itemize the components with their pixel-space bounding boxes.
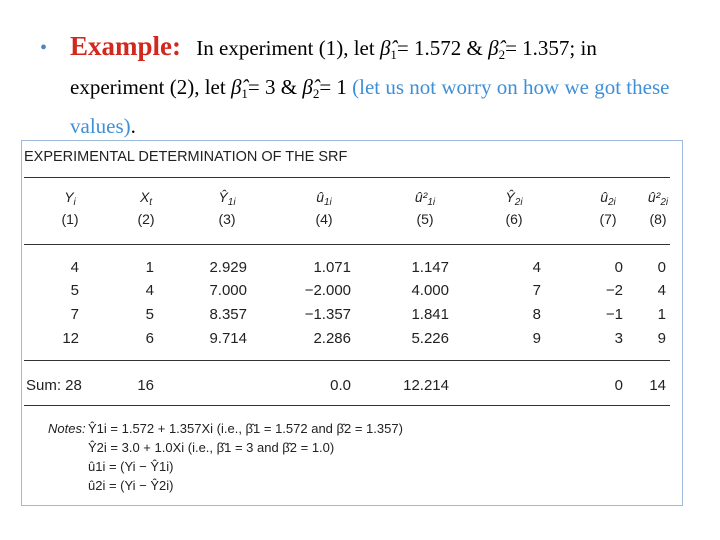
rule-above-notes: [24, 405, 670, 406]
column-number: (6): [505, 211, 523, 227]
column-number: (8): [649, 211, 667, 227]
table-cell: 1: [657, 306, 666, 323]
table-cell: 7.000: [209, 282, 247, 299]
table-cell: 1.147: [411, 259, 449, 276]
table-cell: 7: [70, 306, 79, 323]
notes-text: û1i = (Yi − Ŷ1i): [88, 459, 174, 474]
notes-line: [48, 457, 403, 476]
table-cell: 4: [657, 282, 666, 299]
table-cell: −1: [605, 306, 623, 323]
figure-title: EXPERIMENTAL DETERMINATION OF THE SRF: [24, 149, 348, 165]
rule-above-sum: [24, 360, 670, 361]
notes-line: [48, 438, 403, 457]
sum-cell: 16: [137, 377, 154, 394]
column-subscript: 2i: [514, 197, 523, 208]
column-number: (5): [416, 211, 434, 227]
text-part-1: In experiment (1), let: [196, 36, 375, 60]
table-cell: 1: [145, 259, 154, 276]
beta-subscript: 1: [390, 47, 397, 62]
column-number: (3): [218, 211, 236, 227]
table-cell: 2.929: [209, 259, 247, 276]
table-notes: [48, 419, 403, 495]
beta-subscript: 1: [241, 86, 248, 101]
notes-text: Ŷ1i = 1.572 + 1.357Xi (i.e., β̂1 = 1.572 and β̂2 = 1.357): [88, 421, 403, 436]
column-header: [484, 189, 544, 228]
column-subscript: 2i: [608, 197, 616, 208]
notes-text: Ŷ2i = 3.0 + 1.0Xi (i.e., β̂1 = 3 and β̂2 = 1.0): [88, 440, 335, 455]
sum-cell: 14: [649, 377, 666, 394]
table-cell: −1.357: [304, 306, 351, 323]
column-symbol: Ŷ: [218, 189, 228, 205]
table-cell: 9.714: [209, 330, 247, 347]
sum-cell: 0.0: [330, 377, 351, 394]
column-symbol: û²: [647, 189, 661, 205]
column-subscript: 1i: [227, 197, 236, 208]
bullet-marker: •: [40, 37, 48, 59]
column-subscript: 1i: [324, 197, 332, 208]
column-symbol: û²: [414, 189, 428, 205]
column-number: (1): [61, 211, 79, 227]
column-subscript: t: [149, 197, 153, 208]
column-header: [395, 189, 455, 228]
eq-part-1: = 1.572 &: [396, 36, 483, 60]
table-cell: −2.000: [304, 282, 351, 299]
beta-subscript: 2: [312, 86, 320, 101]
column-subscript: 2i: [660, 197, 669, 208]
table-cell: 9: [532, 330, 541, 347]
column-number: (4): [315, 211, 333, 227]
table-cell: 4.000: [411, 282, 449, 299]
column-header: [294, 189, 354, 228]
table-cell: 3: [614, 330, 623, 347]
column-symbol: û: [600, 189, 608, 205]
column-header: [116, 189, 176, 228]
column-symbol: û: [316, 189, 324, 205]
table-cell: 1.841: [411, 306, 449, 323]
column-subscript: 1i: [427, 197, 436, 208]
eq-part-2: = 1.357; in experiment (2), let: [70, 36, 597, 99]
column-symbol: Ŷ: [505, 189, 515, 205]
notes-line: [48, 419, 403, 438]
column-symbol: Y: [64, 189, 74, 205]
table-cell: 5: [70, 282, 79, 299]
column-header: [197, 189, 257, 228]
beta-hat-symbol: β̂: [379, 36, 391, 60]
table-cell: −2: [605, 282, 623, 299]
beta-subscript: 2: [498, 47, 506, 62]
table-cell: 8: [532, 306, 541, 323]
srf-table-figure: [21, 140, 683, 506]
table-cell: 5.226: [411, 330, 449, 347]
table-cell: 12: [62, 330, 79, 347]
eq-part-3: = 3 &: [247, 75, 298, 99]
table-cell: 9: [657, 330, 666, 347]
beta-hat-symbol: β̂: [302, 75, 313, 99]
column-header: [40, 189, 100, 228]
table-cell: 4: [532, 259, 541, 276]
notes-label: Notes:: [48, 421, 86, 436]
rule-under-header: [24, 244, 670, 245]
example-paragraph: [40, 30, 690, 142]
column-symbol: X: [139, 189, 150, 205]
eq-part-4: = 1: [319, 75, 347, 99]
table-cell: 5: [145, 306, 154, 323]
notes-text: û2i = (Yi − Ŷ2i): [88, 478, 174, 493]
table-cell: 2.286: [313, 330, 351, 347]
table-cell: 7: [532, 282, 541, 299]
sum-label-cell: Sum: 28: [26, 377, 82, 394]
column-subscript: i: [73, 197, 76, 208]
column-header: [628, 189, 688, 228]
example-label: Example:: [70, 31, 181, 61]
example-text: [70, 30, 690, 142]
sum-cell: 12.214: [403, 377, 449, 394]
column-number: (2): [137, 211, 155, 227]
sum-cell: 0: [614, 377, 623, 394]
table-cell: 6: [145, 330, 154, 347]
beta-hat-symbol: β̂: [230, 75, 242, 99]
notes-line: [48, 476, 403, 495]
table-cell: 0: [614, 259, 623, 276]
rule-top: [24, 177, 670, 178]
end-period: .: [130, 114, 136, 138]
note-blue-text: (let us not worry on how we got these values): [70, 75, 670, 138]
table-cell: 8.357: [209, 306, 247, 323]
beta-hat-symbol: β̂: [488, 36, 499, 60]
table-cell: 4: [70, 259, 79, 276]
table-cell: 4: [145, 282, 154, 299]
table-cell: 1.071: [313, 259, 351, 276]
table-cell: 0: [657, 259, 666, 276]
column-number: (7): [599, 211, 617, 227]
